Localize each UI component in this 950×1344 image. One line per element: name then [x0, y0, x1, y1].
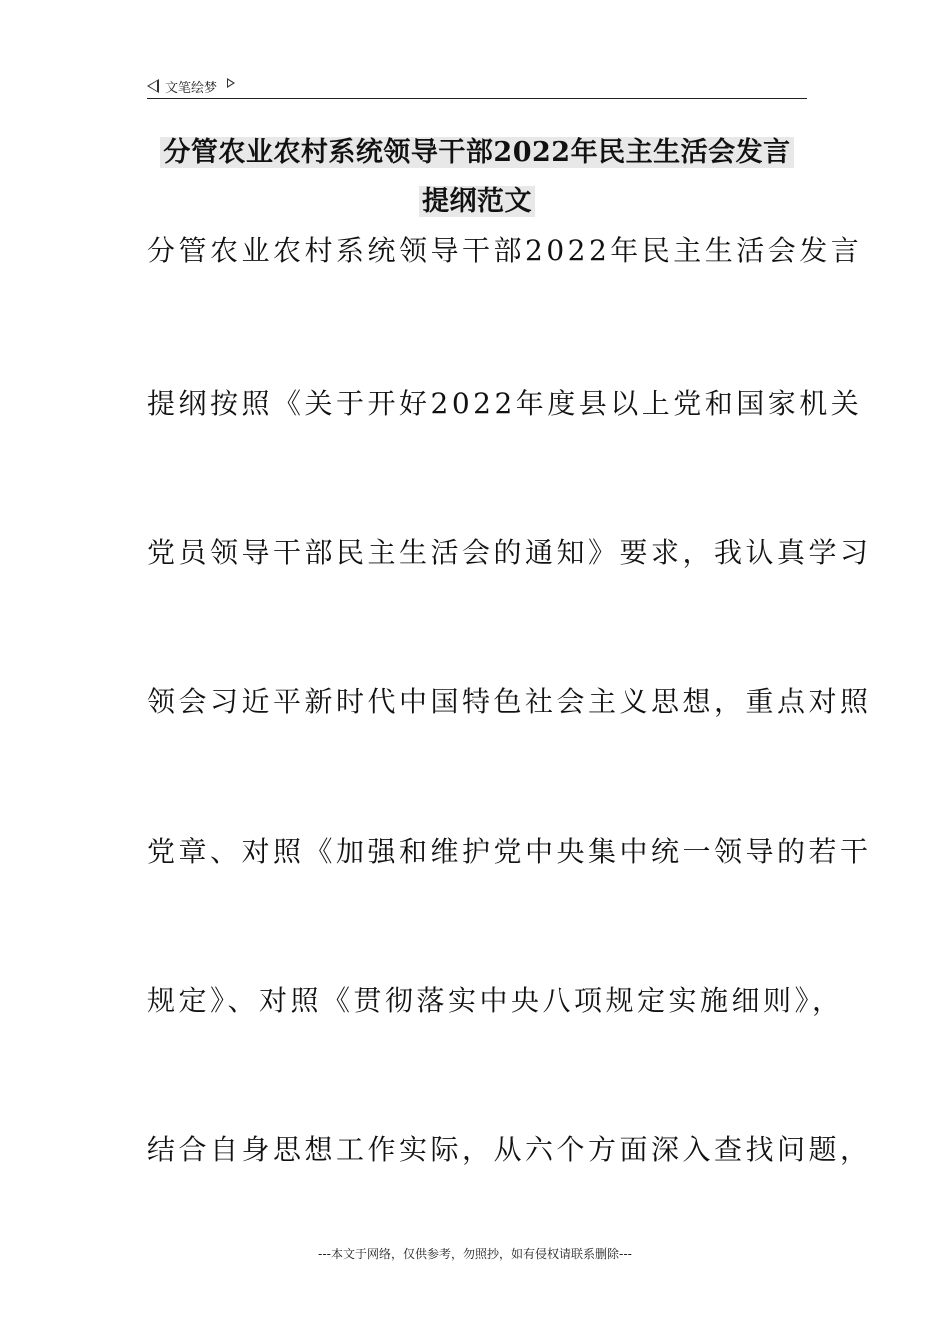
body-text-line: 结合自身思想工作实际，从六个方面深入查找问题，: [147, 1133, 872, 1166]
title-line-1-text: 分管农业农村系统领导干部2022年民主生活会发言: [160, 137, 793, 168]
body-text-line: 规定》、对照《贯彻落实中央八项规定实施细则》，: [147, 984, 844, 1017]
body-text-line: 分管农业农村系统领导干部2022年民主生活会发言: [147, 234, 863, 267]
triangle-left-icon: [147, 79, 159, 93]
body-text-line: 党员领导干部民主生活会的通知》要求，我认真学习: [147, 536, 872, 569]
body-text-line: 党章、对照《加强和维护党中央集中统一领导的若干: [147, 835, 872, 868]
header-brand: 文笔绘梦: [165, 80, 218, 96]
footer-disclaimer: ---本文于网络，仅供参考，勿照抄，如有侵权请联系删除---: [318, 1247, 632, 1261]
document-title-line-1: [147, 133, 807, 173]
body-text-line: 提纲按照《关于开好2022年度县以上党和国家机关: [147, 387, 863, 420]
document-title-line-2: [147, 182, 807, 222]
page-header: [147, 74, 807, 98]
title-line-2-text: 提纲范文: [419, 186, 535, 217]
triangle-right-icon: [227, 78, 235, 88]
header-divider: [147, 98, 807, 99]
body-text-line: 领会习近平新时代中国特色社会主义思想，重点对照: [147, 685, 872, 718]
